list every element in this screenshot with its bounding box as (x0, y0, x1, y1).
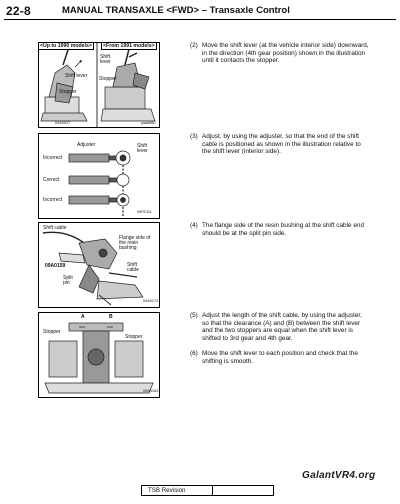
fig3-code-right: 09A0174 (143, 299, 159, 303)
fig2-label-shift-lever2: lever (137, 148, 148, 154)
site-watermark: GalantVR4.org (302, 470, 376, 481)
fig3-code-left: 09A0159 (45, 263, 66, 269)
fig3-label-split-pin2: pin (63, 280, 70, 286)
fig2-code: 09FE111 (137, 210, 152, 214)
fig2-label-incorrect-2: Incorrect (43, 197, 63, 203)
fig3-label-shift-cable-top: Shift cable (43, 225, 67, 231)
step-text: Adjust, by using the adjuster, so that the end of the shift cable is positioned as shown in the illustration relative to the shift lever (interior side). (202, 133, 361, 156)
fig1-label-shift-lever-top: Shift (100, 54, 111, 60)
fig2-label-incorrect-1: Incorrect (43, 155, 63, 161)
fig1-heading-up-to-1990: <Up to 1990 models> (40, 43, 92, 49)
fig4-label-stopper-left: Stopper (43, 329, 61, 335)
clearance-illustration (39, 313, 159, 397)
fig4-label-a: A (81, 314, 85, 320)
figure-shift-cable-bushing (38, 222, 160, 308)
fig3-label-split-pin: Split (63, 275, 73, 281)
tsb-revision-box (141, 485, 274, 496)
instruction-step-2 (190, 42, 370, 65)
step-text: Move the shift lever (at the vehicle interior side) downward, in the direction (4th gear position) shown in the illustration until it contacts the stopper. (202, 42, 369, 65)
fig2-label-shift-lever: Shift (137, 143, 148, 149)
figure-shift-lever-stopper (38, 42, 160, 128)
fig2-label-adjuster: Adjuster (77, 142, 96, 148)
step-number: (4) (190, 222, 198, 229)
fig3-label-flange: Flange side of (119, 235, 151, 241)
fig4-code: 09A4163 (143, 389, 159, 393)
fig1-label-shift-lever-left: Shift lever (65, 73, 88, 79)
figure-clearance-stoppers (38, 312, 160, 398)
fig3-label-flange3: bushing (119, 245, 137, 251)
instruction-step-5 (190, 312, 370, 342)
step-text: Adjust the length of the shift cable, by using the adjuster, so that the clearance (A) and (B) between the shift lever and the two stoppers are equal when the shift lever is shifted to 3rd gear and 4th gear. (202, 312, 362, 342)
section-title: MANUAL TRANSAXLE <FWD> – Transaxle Control (62, 5, 290, 16)
fig1-heading-from-1991: <From 1991 models> (103, 43, 155, 49)
fig4-label-stopper-right: Stopper (125, 334, 143, 340)
fig3-label-shift-cable-right: Shift (127, 262, 138, 268)
fig3-label-flange2: the resin (119, 240, 139, 246)
instruction-step-6 (190, 350, 370, 365)
tsb-box-divider (212, 486, 213, 495)
fig1-label-stopper-left: Stopper (59, 89, 77, 95)
fig1-label-shift-lever-top2: lever (100, 59, 111, 65)
step-number: (2) (190, 42, 198, 49)
tsb-revision-label: TSB Revision (148, 487, 186, 494)
fig1-code-left: 09A0027 (55, 121, 71, 125)
step-number: (5) (190, 312, 198, 319)
page-number: 22-8 (6, 4, 31, 18)
step-number: (3) (190, 133, 198, 140)
instruction-step-4 (190, 222, 370, 237)
fig1-label-stopper-right: Stopper (99, 76, 117, 82)
shift-lever-illustration (39, 43, 159, 127)
step-number: (6) (190, 350, 198, 357)
figure-adjuster-positions (38, 133, 160, 219)
page-header (6, 4, 394, 20)
header-rule (4, 19, 396, 20)
step-text: Move the shift lever to each position and check that the shifting is smooth. (202, 350, 358, 365)
fig1-code-right: yaaa660 (141, 121, 156, 125)
fig4-label-b: B (109, 314, 113, 320)
fig2-label-correct: Correct (43, 177, 60, 183)
instruction-step-3 (190, 133, 370, 156)
step-text: The flange side of the resin bushing at the shift cable end should be at the split pin side. (202, 222, 365, 237)
fig3-label-shift-cable-right2: cable (127, 267, 139, 273)
